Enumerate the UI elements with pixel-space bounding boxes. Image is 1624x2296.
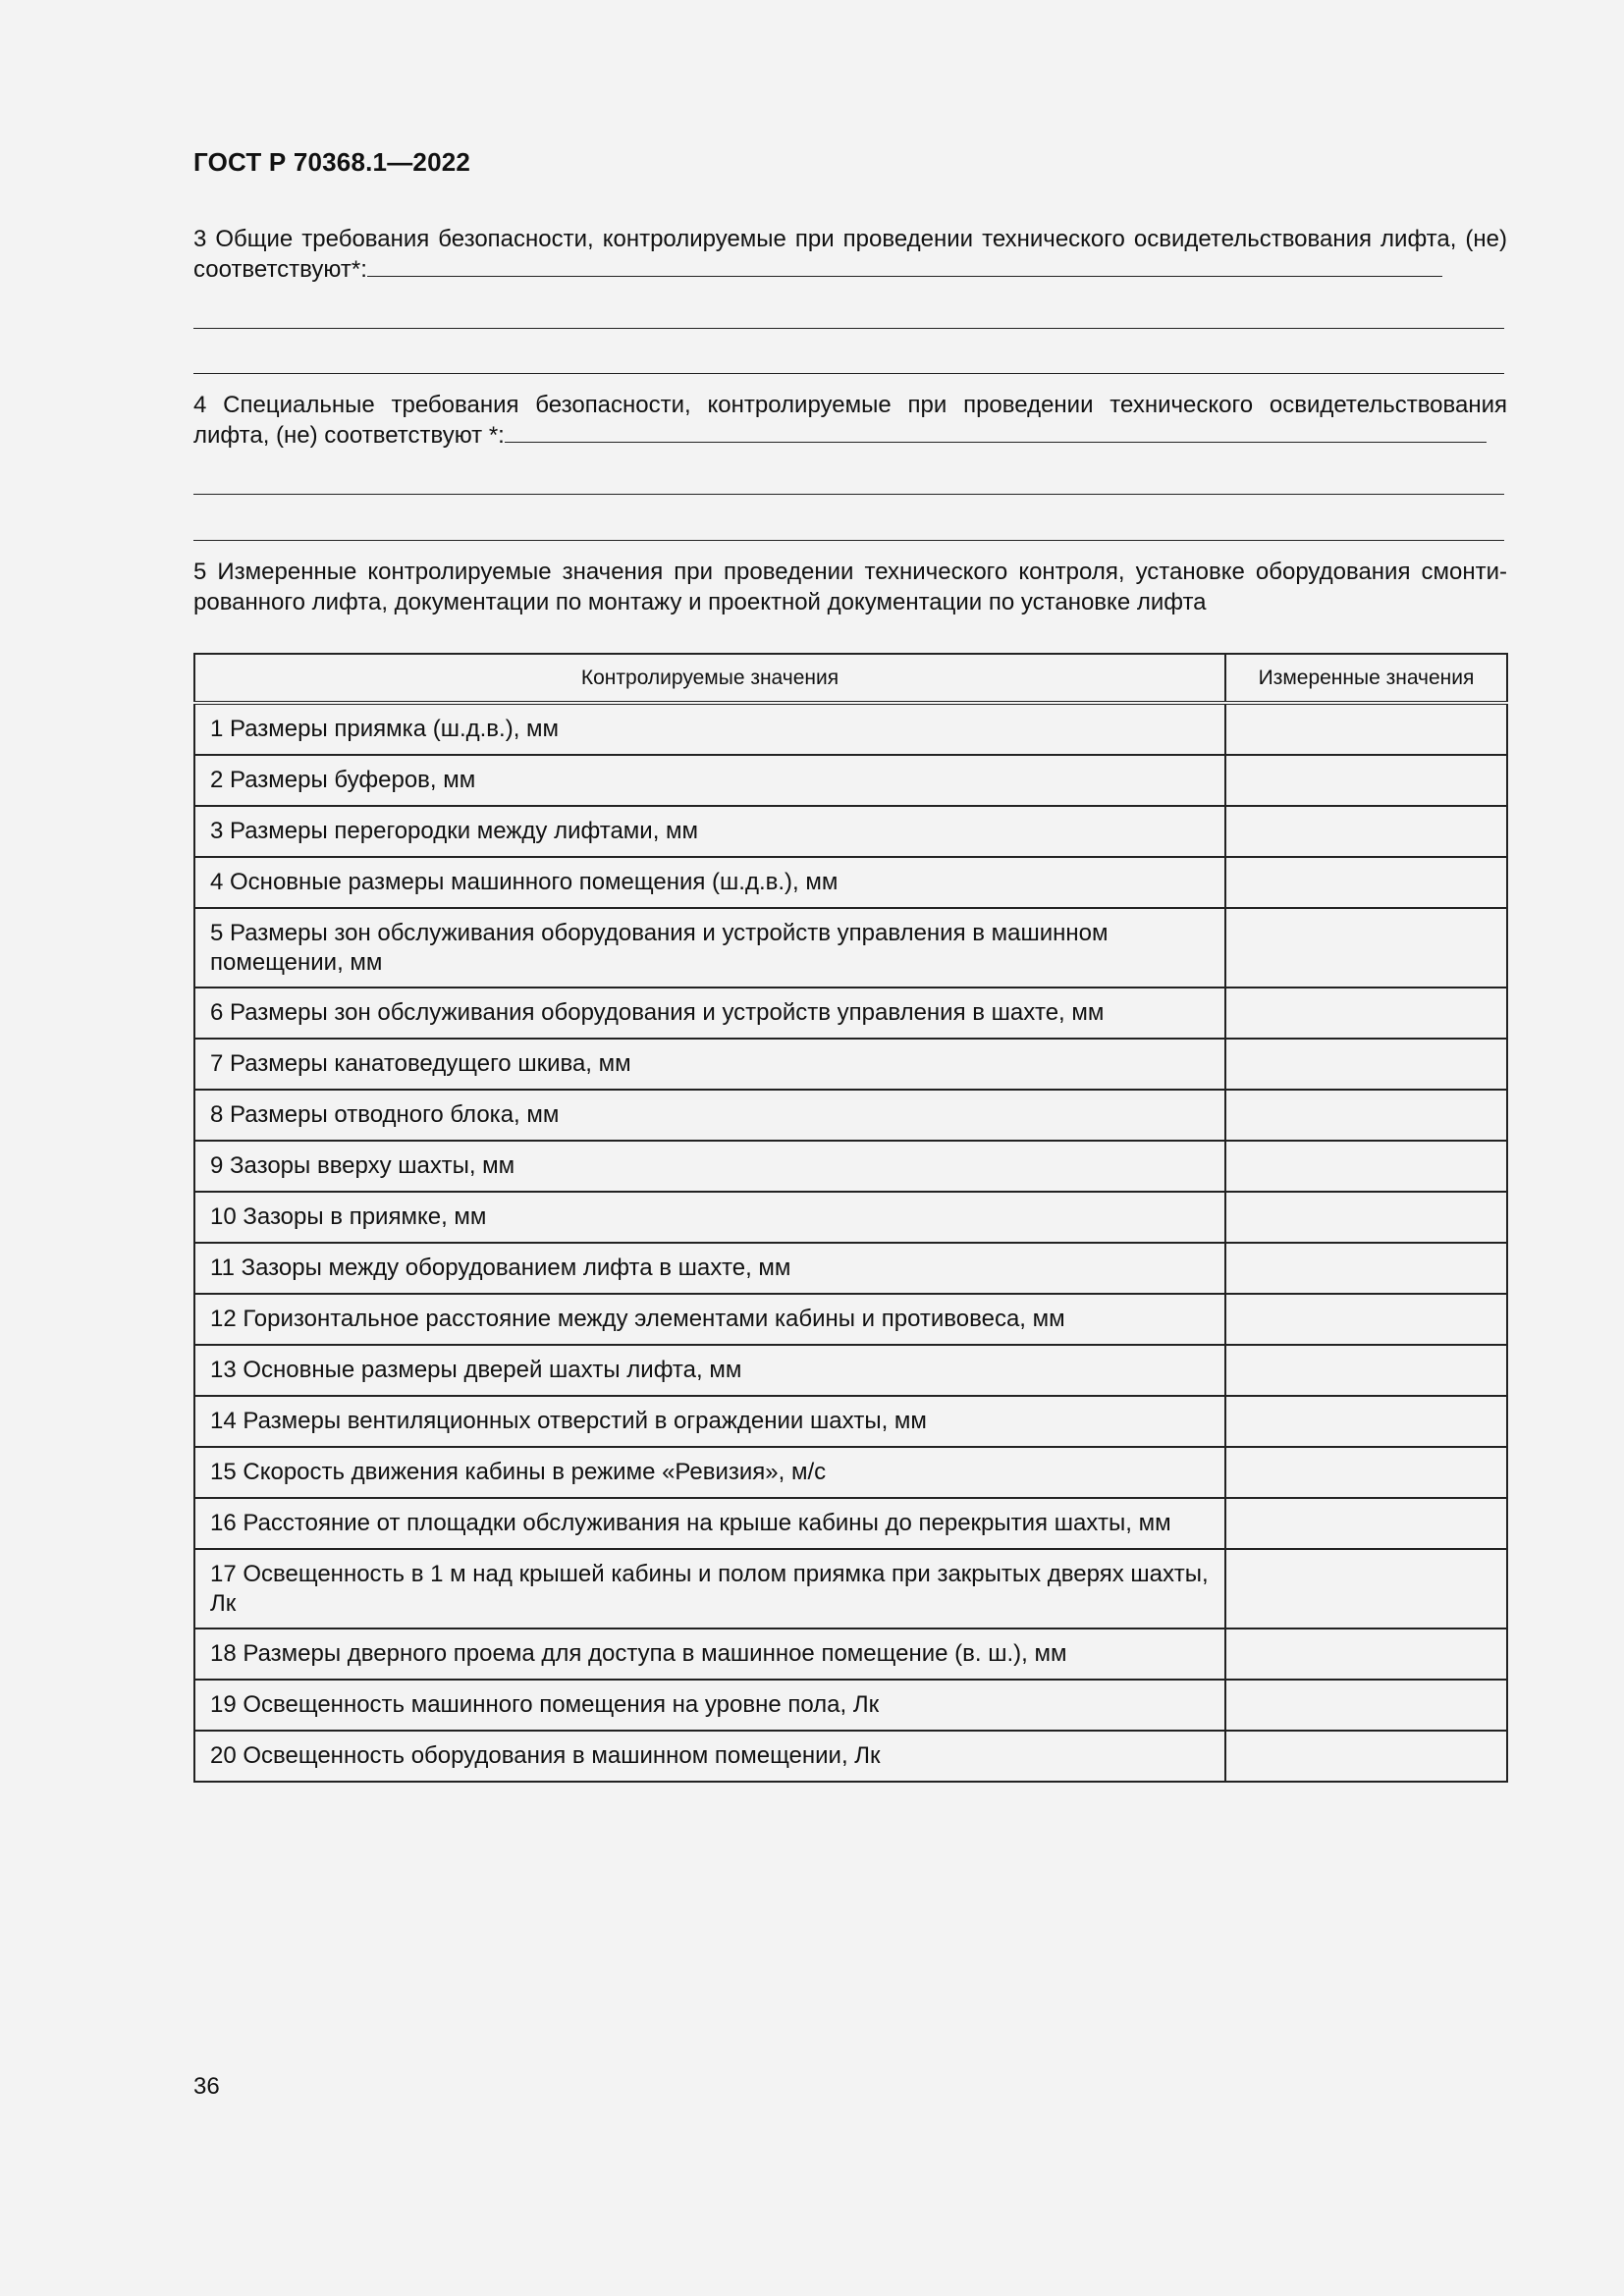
measured-value-cell[interactable] [1225,988,1507,1039]
table-row [194,1090,1507,1141]
table-header-measured-values: Измеренные значения [1225,654,1507,703]
row-label: 19 Освещенность машинного помещения на уровне пола, Лк [194,1680,1225,1731]
measured-value-cell[interactable] [1225,1731,1507,1782]
document-title: ГОСТ Р 70368.1—2022 [193,147,471,177]
section-4-paragraph: 4 Специальные требования безопасности, контролируемые при проведении технического освидетельствования лифта, (не) соответствуют *: [193,392,1507,449]
row-label: 20 Освещенность оборудования в машинном помещении, Лк [194,1731,1225,1782]
row-label: 4 Основные размеры машинного помещения (ш.д.в.), мм [194,857,1225,908]
measured-value-cell[interactable] [1225,1090,1507,1141]
section-5-text [193,557,1507,617]
row-label: 13 Основные размеры дверей шахты лифта, мм [194,1345,1225,1396]
measured-value-cell[interactable] [1225,755,1507,806]
row-label: 7 Размеры канатоведущего шкива, мм [194,1039,1225,1090]
measured-value-cell[interactable] [1225,806,1507,857]
row-label: 9 Зазоры вверху шахты, мм [194,1141,1225,1192]
table-row [194,857,1507,908]
row-label: 12 Горизонтальное расстояние между элементами кабины и противовеса, мм [194,1294,1225,1345]
measured-value-cell[interactable] [1225,1498,1507,1549]
row-label: 15 Скорость движения кабины в режиме «Ревизия», м/с [194,1447,1225,1498]
section-4-blank-line-1[interactable] [193,494,1504,495]
table-row [194,703,1507,755]
section-3-text [193,224,1507,285]
measured-value-cell[interactable] [1225,1192,1507,1243]
measured-values-table [193,653,1508,1783]
table-header-row [194,654,1507,703]
measured-value-cell[interactable] [1225,1549,1507,1629]
table-row [194,1549,1507,1629]
table-row [194,1396,1507,1447]
table-row [194,1294,1507,1345]
table-header-controlled-values: Контролируемые значения [194,654,1225,703]
measured-value-cell[interactable] [1225,1396,1507,1447]
section-4-text [193,390,1507,451]
table-row [194,806,1507,857]
section-3-paragraph: 3 Общие требования безопасности, контролируемые при проведении технического освидетельствования лифта, (не) соответствуют*: [193,226,1507,283]
section-4-fill-line[interactable] [505,420,1487,443]
row-label: 8 Размеры отводного блока, мм [194,1090,1225,1141]
row-label: 18 Размеры дверного проема для доступа в машинное помещение (в. ш.), мм [194,1629,1225,1680]
section-3-blank-line-1[interactable] [193,328,1504,329]
row-label: 14 Размеры вентиляционных отверстий в ограждении шахты, мм [194,1396,1225,1447]
row-label: 6 Размеры зон обслуживания оборудования и устройств управления в шахте, мм [194,988,1225,1039]
table-row [194,1192,1507,1243]
table-row [194,1498,1507,1549]
row-label: 1 Размеры приямка (ш.д.в.), мм [194,703,1225,755]
section-5-paragraph: 5 Измеренные контролируемые значения при проведении технического контроля, установке оборудования смонти-рованного лифта, документации по монтажу и проектной документации по установке лифта [193,559,1507,615]
row-label: 11 Зазоры между оборудованием лифта в шахте, мм [194,1243,1225,1294]
table-row [194,1243,1507,1294]
measured-value-cell[interactable] [1225,1680,1507,1731]
row-label: 5 Размеры зон обслуживания оборудования и устройств управления в машинном помещении, мм [194,908,1225,988]
table-row [194,755,1507,806]
page-number: 36 [193,2073,220,2100]
row-label: 10 Зазоры в приямке, мм [194,1192,1225,1243]
row-label: 2 Размеры буферов, мм [194,755,1225,806]
measured-value-cell[interactable] [1225,1447,1507,1498]
measured-value-cell[interactable] [1225,703,1507,755]
measured-value-cell[interactable] [1225,1345,1507,1396]
table-row [194,1141,1507,1192]
table-row [194,908,1507,988]
measured-value-cell[interactable] [1225,908,1507,988]
table-row [194,1447,1507,1498]
measured-value-cell[interactable] [1225,1141,1507,1192]
row-label: 16 Расстояние от площадки обслуживания на крыше кабины до перекрытия шахты, мм [194,1498,1225,1549]
table-row [194,1731,1507,1782]
measured-value-cell[interactable] [1225,857,1507,908]
measured-value-cell[interactable] [1225,1294,1507,1345]
table-row [194,1345,1507,1396]
measured-value-cell[interactable] [1225,1629,1507,1680]
table-row [194,1680,1507,1731]
table-row [194,1629,1507,1680]
row-label: 3 Размеры перегородки между лифтами, мм [194,806,1225,857]
table-row [194,988,1507,1039]
measured-value-cell[interactable] [1225,1039,1507,1090]
table-body [194,703,1507,1782]
section-3-fill-line[interactable] [367,254,1442,277]
measured-value-cell[interactable] [1225,1243,1507,1294]
section-4-blank-line-2[interactable] [193,540,1504,541]
section-3-blank-line-2[interactable] [193,373,1504,374]
row-label: 17 Освещенность в 1 м над крышей кабины и полом приямка при закрытых дверях шахты, Лк [194,1549,1225,1629]
table-row [194,1039,1507,1090]
